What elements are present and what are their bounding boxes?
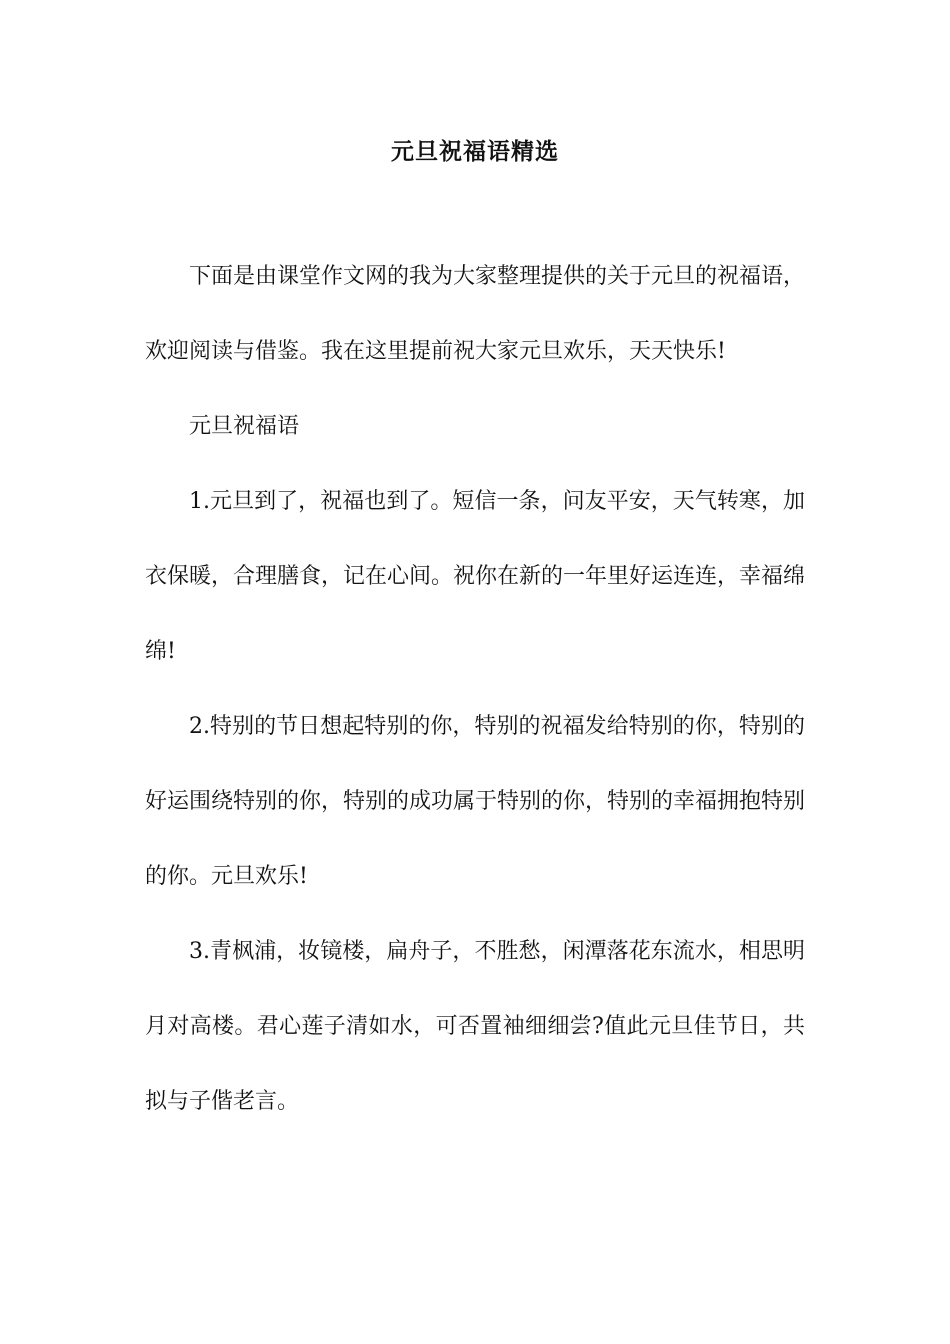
intro-paragraph: 下面是由课堂作文网的我为大家整理提供的关于元旦的祝福语，欢迎阅读与借鉴。我在这里提前祝大家元旦欢乐，天天快乐! — [145, 264, 806, 364]
greeting-item-2: 2.特别的节日想起特别的你，特别的祝福发给特别的你，特别的好运围绕特别的你，特别的成功属于特别的你，特别的幸福拥抱特别的你。元旦欢乐! — [145, 714, 806, 889]
document-title: 元旦祝福语精选 — [391, 138, 559, 165]
greeting-item-3: 3.青枫浦，妆镜楼，扁舟子，不胜愁，闲潭落花东流水，相思明月对高楼。君心莲子清如水，可否置袖细细尝?值此元旦佳节日，共拟与子偕老言。 — [145, 939, 805, 1114]
document-body — [145, 239, 805, 1139]
section-heading: 元旦祝福语 — [189, 414, 300, 439]
greeting-item-1: 1.元旦到了，祝福也到了。短信一条，问友平安，天气转寒，加衣保暖，合理膳食，记在心间。祝你在新的一年里好运连连，幸福绵绵! — [145, 489, 806, 664]
